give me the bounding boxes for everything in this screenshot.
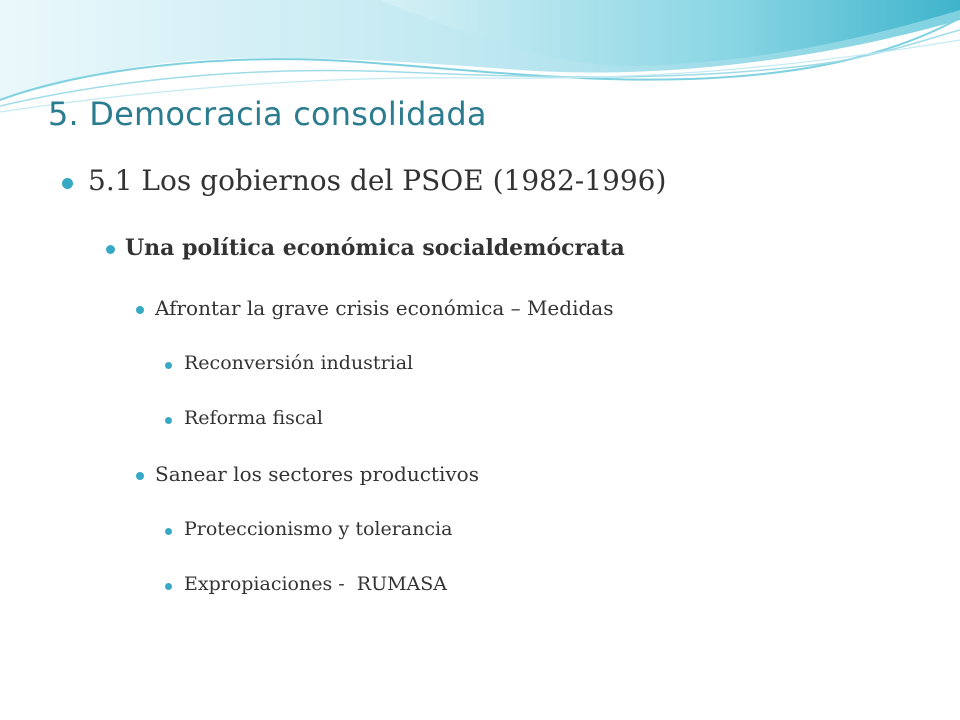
- bullet-dot: [136, 472, 144, 480]
- bullet-l4-tax-reform: Reforma fiscal: [184, 407, 323, 429]
- bullet-dot: [165, 528, 172, 535]
- bullet-l4-industrial-reconversion: Reconversión industrial: [184, 352, 414, 374]
- bullet-dot: [106, 245, 115, 254]
- bullet-l3-economic-crisis: Afrontar la grave crisis económica – Medidas: [155, 296, 614, 320]
- bullet-dot: [165, 417, 172, 424]
- bullet-l2-economic-policy: Una política económica socialdemócrata: [125, 235, 625, 261]
- bullet-dot: [62, 178, 73, 189]
- bullet-dot: [165, 362, 172, 369]
- bullet-l3-productive-sectors: Sanear los sectores productivos: [155, 462, 479, 486]
- bullet-l4-protectionism: Proteccionismo y tolerancia: [184, 518, 453, 540]
- bullet-dot: [136, 306, 144, 314]
- bullet-l4-expropriations: Expropiaciones - RUMASA: [184, 573, 447, 595]
- bullet-dot: [165, 583, 172, 590]
- bullet-l1-psoe-governments: 5.1 Los gobiernos del PSOE (1982-1996): [88, 164, 667, 197]
- slide-title: 5. Democracia consolidada: [48, 95, 487, 133]
